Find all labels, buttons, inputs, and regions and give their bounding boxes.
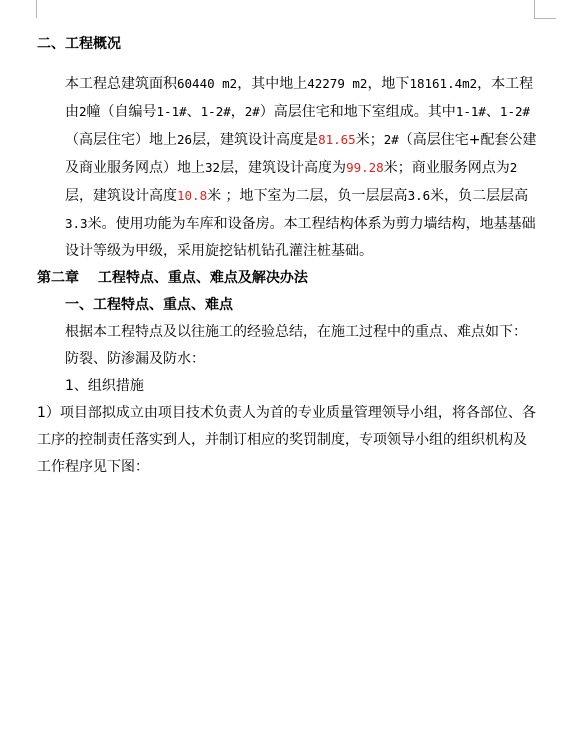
measure-paragraph: 1）项目部拟成立由项目技术负责人为首的专业质量管理领导小组，将各部位、各工序的控制责任落实到人，并制订相应的奖罚制度，专项领导小组的组织机构及工作程序见下图： <box>37 405 536 475</box>
subsection-heading: 一、工程特点、重点、难点 <box>65 297 233 313</box>
text-run: 、 <box>186 104 201 120</box>
list-item-organization: 1、组织措施 <box>65 378 144 394</box>
highlighted-value: 10.8 <box>177 188 208 203</box>
numeric-value: 3.3 <box>65 216 88 231</box>
numeric-value: 1-2# <box>499 104 531 119</box>
text-run: 米，负二层层高 <box>430 188 529 204</box>
numeric-value: 42279 m2 <box>307 76 368 91</box>
section-heading: 二、工程概况 <box>37 36 121 52</box>
overview-paragraph <box>37 70 537 265</box>
intro-paragraph: 根据本工程特点及以往施工的经验总结，在施工过程中的重点、难点如下： <box>65 324 527 340</box>
highlighted-value: 99.28 <box>346 160 384 175</box>
text-run: 本工程总建筑面积 <box>65 76 177 92</box>
text-run: 、 <box>485 104 500 120</box>
text-run: 层，建筑设计高度 <box>65 188 177 204</box>
text-run: 米； <box>355 132 384 148</box>
text-run: （高层住宅+配套公建及商业服务网点）地上 <box>65 132 537 176</box>
text-run: 米 ；地下室为二层，负一层层高 <box>207 188 408 204</box>
numeric-value: 2# <box>244 104 260 119</box>
numeric-value: 1-1# <box>455 104 486 119</box>
numeric-value: 2 <box>79 104 87 119</box>
numeric-value: 32 <box>205 160 221 175</box>
chapter-heading: 第二章 工程特点、重点、难点及解决办法 <box>37 270 308 286</box>
numeric-value: 3.6 <box>407 188 431 203</box>
page-corner-mark-right-horizontal <box>534 18 556 19</box>
text-run: 米；商业服务网点为 <box>383 160 510 176</box>
text-run: 层，建筑设计高度是 <box>192 132 319 148</box>
numeric-value: 1-1# <box>156 104 187 119</box>
numeric-value: 2# <box>383 132 399 147</box>
list-item-waterproof: 防裂、防渗漏及防水： <box>65 351 205 367</box>
text-run: 米。使用功能为车库和设备房。本工程结构体系为剪力墙结构，地基基础设计等级为甲级，采用旋挖钻机钻孔灌注桩基础。 <box>65 216 536 259</box>
text-run: ，其中地上 <box>237 76 308 92</box>
numeric-value: 60440 m2 <box>177 76 238 91</box>
text-run: ，地下 <box>367 76 410 92</box>
text-run: 幢（自编号 <box>86 104 157 120</box>
text-run: （高层住宅）地上 <box>65 132 177 148</box>
numeric-value: 18161.4m2 <box>409 76 478 91</box>
numeric-value: 1-2# <box>200 104 231 119</box>
text-run: ， <box>230 104 245 120</box>
highlighted-value: 81.65 <box>318 132 356 147</box>
text-run: ，本工程由 <box>65 76 534 120</box>
numeric-value: 2 <box>509 160 518 175</box>
document-body <box>37 31 537 481</box>
numeric-value: 26 <box>177 132 193 147</box>
page-corner-mark-left <box>36 0 37 18</box>
page-corner-mark-right <box>534 0 535 18</box>
text-run: 层，建筑设计高度为 <box>220 160 347 176</box>
text-run: ）高层住宅和地下室组成。其中 <box>259 104 456 120</box>
